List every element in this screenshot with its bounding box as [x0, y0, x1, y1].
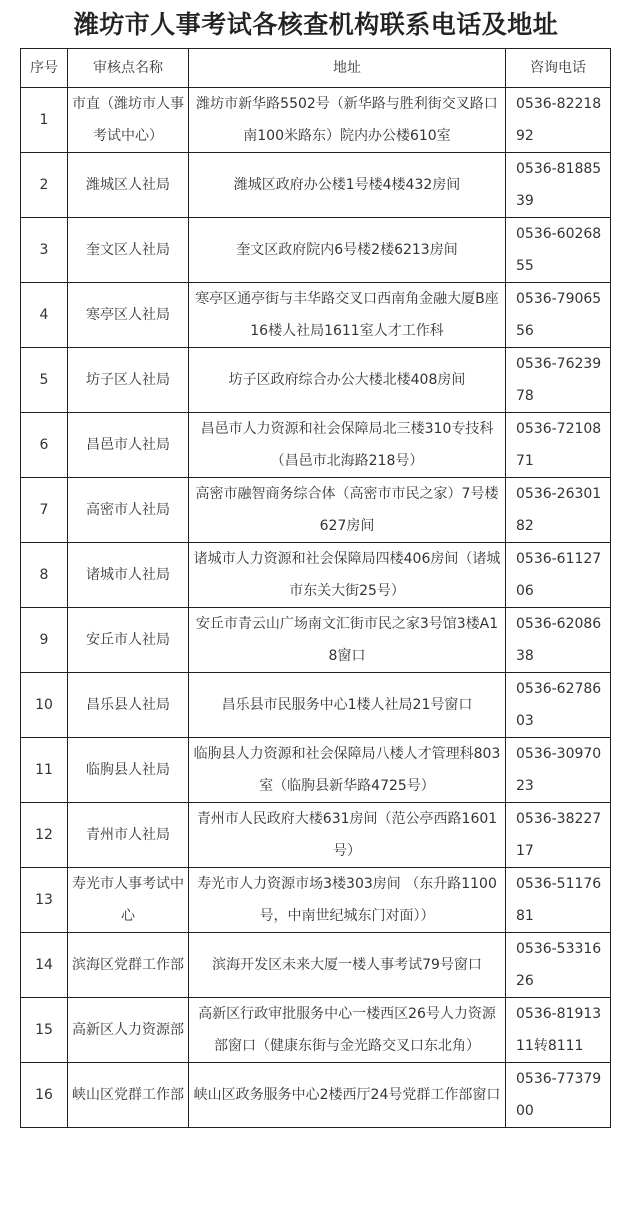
row-address: 潍城区政府办公楼1号楼4楼432房间: [189, 153, 506, 218]
row-index: 5: [21, 348, 68, 413]
row-address: 滨海开发区未来大厦一楼人事考试79号窗口: [189, 933, 506, 998]
row-name: 市直（潍坊市人事考试中心）: [68, 88, 189, 153]
row-index: 8: [21, 543, 68, 608]
row-index: 10: [21, 673, 68, 738]
row-phone: 0536-6278603: [506, 673, 611, 738]
row-name: 临朐县人社局: [68, 738, 189, 803]
table-header-row: [21, 49, 611, 88]
row-address: 寿光市人力资源市场3楼303房间 （东升路1100号，中南世纪城东门对面））: [189, 868, 506, 933]
row-index: 11: [21, 738, 68, 803]
row-phone: 0536-8188539: [506, 153, 611, 218]
table-row: [21, 543, 611, 608]
row-name: 滨海区党群工作部: [68, 933, 189, 998]
row-phone: 0536-6026855: [506, 218, 611, 283]
row-address: 昌乐县市民服务中心1楼人社局21号窗口: [189, 673, 506, 738]
row-phone: 0536-5331626: [506, 933, 611, 998]
row-address: 青州市人民政府大楼631房间（范公亭西路1601号）: [189, 803, 506, 868]
row-index: 16: [21, 1063, 68, 1128]
table-row: [21, 998, 611, 1063]
table-row: [21, 153, 611, 218]
row-index: 15: [21, 998, 68, 1063]
row-address: 奎文区政府院内6号楼2楼6213房间: [189, 218, 506, 283]
row-phone: 0536-7623978: [506, 348, 611, 413]
row-index: 13: [21, 868, 68, 933]
table-row: [21, 1063, 611, 1128]
row-index: 7: [21, 478, 68, 543]
row-address: 高密市融智商务综合体（高密市市民之家）7号楼627房间: [189, 478, 506, 543]
table-row: [21, 673, 611, 738]
row-phone: 0536-3822717: [506, 803, 611, 868]
row-name: 坊子区人社局: [68, 348, 189, 413]
row-address: 昌邑市人力资源和社会保障局北三楼310专技科（昌邑市北海路218号）: [189, 413, 506, 478]
table-row: [21, 478, 611, 543]
row-name: 昌乐县人社局: [68, 673, 189, 738]
row-address: 峡山区政务服务中心2楼西厅24号党群工作部窗口: [189, 1063, 506, 1128]
row-name: 诸城市人社局: [68, 543, 189, 608]
header-phone: 咨询电话: [506, 49, 611, 88]
row-phone: 0536-6208638: [506, 608, 611, 673]
table-row: [21, 413, 611, 478]
table-row: [21, 738, 611, 803]
row-address: 临朐县人力资源和社会保障局八楼人才管理科803室（临朐县新华路4725号）: [189, 738, 506, 803]
row-name: 寿光市人事考试中心: [68, 868, 189, 933]
row-address: 安丘市青云山广场南文汇街市民之家3号馆3楼A18窗口: [189, 608, 506, 673]
row-phone: 0536-6112706: [506, 543, 611, 608]
row-name: 寒亭区人社局: [68, 283, 189, 348]
row-name: 昌邑市人社局: [68, 413, 189, 478]
contact-table: [20, 48, 611, 1128]
row-index: 4: [21, 283, 68, 348]
table-row: [21, 283, 611, 348]
header-index: 序号: [21, 49, 68, 88]
table-row: [21, 608, 611, 673]
row-index: 2: [21, 153, 68, 218]
row-phone: 0536-8191311转8111: [506, 998, 611, 1063]
row-phone: 0536-8221892: [506, 88, 611, 153]
row-phone: 0536-7210871: [506, 413, 611, 478]
header-name: 审核点名称: [68, 49, 189, 88]
row-phone: 0536-7906556: [506, 283, 611, 348]
row-name: 潍城区人社局: [68, 153, 189, 218]
row-name: 高密市人社局: [68, 478, 189, 543]
row-address: 寒亭区通亭街与丰华路交叉口西南角金融大厦B座16楼人社局1611室人才工作科: [189, 283, 506, 348]
row-phone: 0536-2630182: [506, 478, 611, 543]
table-row: [21, 803, 611, 868]
table-row: [21, 218, 611, 283]
row-index: 1: [21, 88, 68, 153]
row-phone: 0536-3097023: [506, 738, 611, 803]
row-address: 潍坊市新华路5502号（新华路与胜利街交叉路口南100米路东）院内办公楼610室: [189, 88, 506, 153]
row-name: 峡山区党群工作部: [68, 1063, 189, 1128]
table-row: [21, 88, 611, 153]
table-row: [21, 933, 611, 998]
row-index: 3: [21, 218, 68, 283]
row-index: 14: [21, 933, 68, 998]
row-address: 诸城市人力资源和社会保障局四楼406房间（诸城市东关大街25号）: [189, 543, 506, 608]
row-index: 12: [21, 803, 68, 868]
page-title: 潍坊市人事考试各核查机构联系电话及地址: [73, 10, 559, 39]
row-phone: 0536-7737900: [506, 1063, 611, 1128]
row-name: 奎文区人社局: [68, 218, 189, 283]
table-row: [21, 868, 611, 933]
row-name: 青州市人社局: [68, 803, 189, 868]
table-row: [21, 348, 611, 413]
row-address: 高新区行政审批服务中心一楼西区26号人力资源部窗口（健康东街与金光路交叉口东北角）: [189, 998, 506, 1063]
row-name: 安丘市人社局: [68, 608, 189, 673]
header-address: 地址: [189, 49, 506, 88]
row-address: 坊子区政府综合办公大楼北楼408房间: [189, 348, 506, 413]
row-index: 9: [21, 608, 68, 673]
row-name: 高新区人力资源部: [68, 998, 189, 1063]
row-phone: 0536-5117681: [506, 868, 611, 933]
row-index: 6: [21, 413, 68, 478]
